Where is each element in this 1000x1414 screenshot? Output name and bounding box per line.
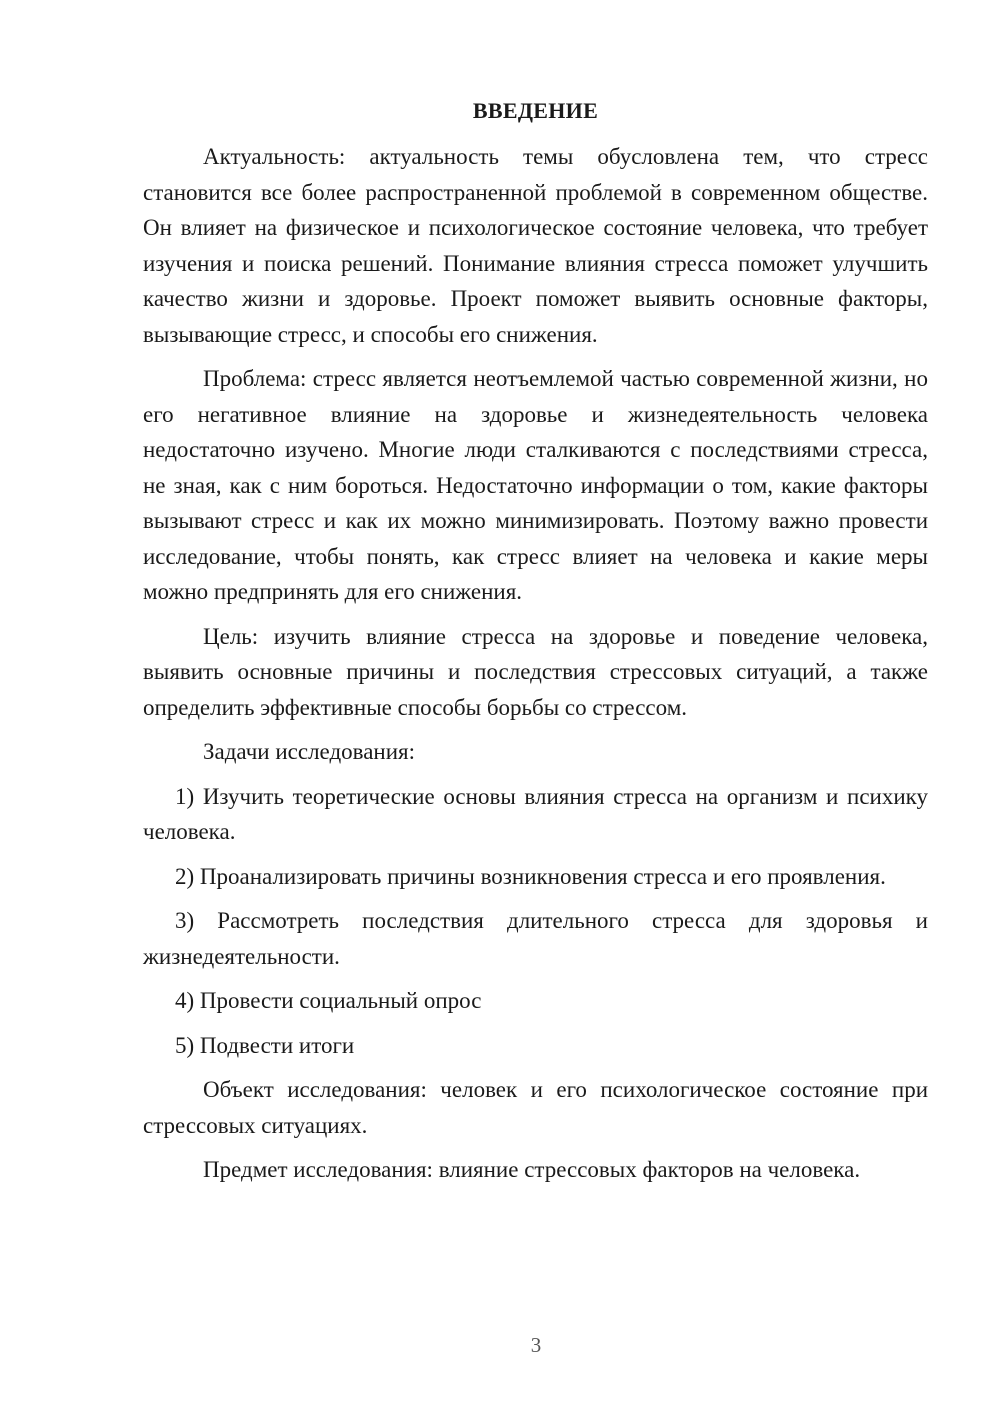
task-item-1: 1) Изучить теоретические основы влияния стресса на организм и психику человека. <box>143 783 928 844</box>
object-paragraph: Объект исследования: человек и его психологическое состояние при стрессовых ситуациях. <box>143 1077 928 1138</box>
task-item-5: 5) Подвести итоги <box>175 1032 355 1058</box>
task-item-2: 2) Проанализировать причины возникновения стресса и его проявления. <box>175 863 886 889</box>
page-number: 3 <box>530 1333 542 1357</box>
page-content <box>143 93 928 1197</box>
relevance-paragraph: Актуальность: актуальность темы обусловлена тем, что стресс становится все более распространенной проблемой в современном обществе. Он влияет на физическое и психологическое состояние человека, что требует изучения и поиска решений. Понимание влияния стресса поможет улучшить качество жизни и здоровье. Проект поможет выявить основные факторы, вызывающие стресс, и способы его снижения. <box>143 144 928 347</box>
task-item-4: 4) Провести социальный опрос <box>175 988 482 1013</box>
problem-paragraph: Проблема: стресс является неотъемлемой частью современной жизни, но его негативное влияние на здоровье и жизнедеятельность человека недостаточно изучено. Многие люди сталкиваются с последствиями стресса, не зная, как с ним бороться. Недостаточно информации о том, какие факторы вызывают стресс и как их можно минимизировать. Поэтому важно провести исследование, чтобы понять, как стресс влияет на человека и какие меры можно предпринять для его снижения. <box>143 366 928 604</box>
goal-paragraph: Цель: изучить влияние стресса на здоровье и поведение человека, выявить основные причины и последствия стрессовых ситуаций, а также определить эффективные способы борьбы со стрессом. <box>143 623 928 720</box>
task-item-3: 3) Рассмотреть последствия длительного стресса для здоровья и жизнедеятельности. <box>143 908 928 969</box>
tasks-heading: Задачи исследования: <box>203 739 416 764</box>
subject-paragraph: Предмет исследования: влияние стрессовых факторов на человека. <box>203 1157 861 1182</box>
page-title: ВВЕДЕНИЕ <box>472 98 599 123</box>
